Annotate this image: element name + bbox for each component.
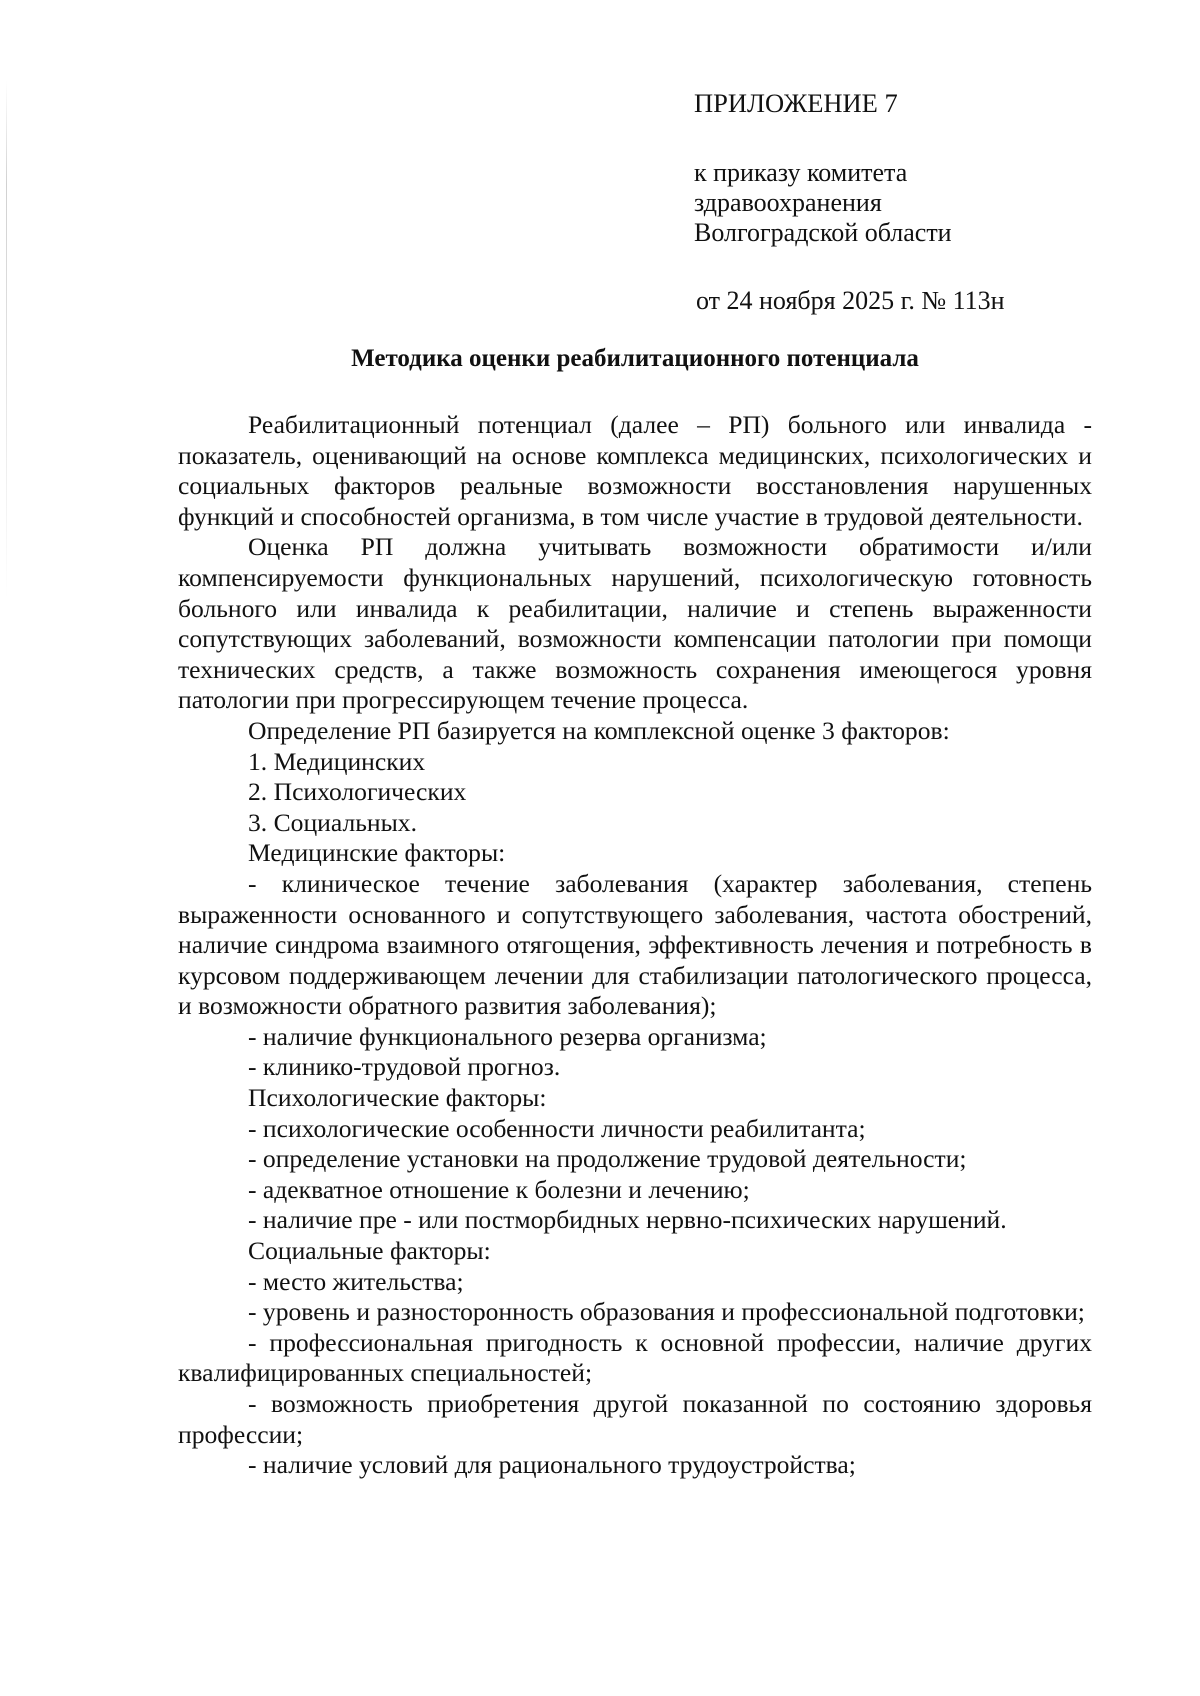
body-paragraph: - клинико-трудовой прогноз. [248,1052,561,1082]
body-paragraph: Определение РП базируется на комплексной оценке 3 факторов: [248,715,950,745]
body-paragraph: Оценка РП должна учитывать возможности обратимости и/или компенсируемости функциональных нарушений, психологическую готовность больного или инвалида к реабилитации, наличие и степень выраженности сопутствующих заболеваний, возможности компенсации патологии при помощи технических средств, а также возможность сохранения имеющегося уровня патологии при прогрессирующем течение процесса. [178,532,1092,715]
body-paragraph: - возможность приобретения другой показанной по состоянию здоровья профессии; [178,1389,1092,1449]
body-paragraph: Медицинские факторы: [248,838,506,868]
body-paragraph: - наличие функционального резерва организма; [248,1021,767,1051]
order-reference-line-3: Волгоградской области [694,218,952,247]
body-paragraph: - наличие пре - или постморбидных нервно-психических нарушений. [248,1205,1007,1235]
body-paragraph: - наличие условий для рационального трудоустройства; [248,1450,856,1480]
body-paragraph: Социальные факторы: [248,1236,491,1266]
body-paragraph: 1. Медицинских [248,746,426,776]
body-paragraph: Реабилитационный потенциал (далее – РП) больного или инвалида - показатель, оценивающий на основе комплекса медицинских, психологических и социальных факторов реальные возможности восстановления нарушенных функций и способностей организма, в том числе участие в трудовой деятельности. [178,410,1092,531]
document-title: Методика оценки реабилитационного потенциала [351,345,919,372]
annex-header [694,88,1114,316]
order-date: от 24 ноября 2025 г. № 113н [696,286,1005,315]
document-body [178,410,1092,1481]
body-paragraph: - профессиональная пригодность к основной профессии, наличие других квалифицированных специальностей; [178,1327,1092,1388]
body-paragraph: - адекватное отношение к болезни и лечению; [248,1174,750,1204]
body-paragraph: - определение установки на продолжение трудовой деятельности; [248,1144,967,1174]
body-paragraph: 3. Социальных. [248,807,417,837]
body-paragraph: Психологические факторы: [248,1083,547,1113]
scan-edge-mark [6,80,7,600]
body-paragraph: - клиническое течение заболевания (характер заболевания, степень выраженности основанного и сопутствующего заболевания, частота обострений, наличие синдрома взаимного отягощения, эффективность лечения и потребность в курсовом поддерживающем лечении для стабилизации патологического процесса, и возможности обратного развития заболевания); [178,868,1092,1021]
order-reference-line-2: здравоохранения [694,188,882,217]
order-reference-line-1: к приказу комитета [694,158,908,187]
body-paragraph: - психологические особенности личности реабилитанта; [248,1113,866,1143]
body-paragraph: - уровень и разносторонность образования и профессиональной подготовки; [248,1297,1085,1327]
body-paragraph: 2. Психологических [248,777,467,807]
body-paragraph: - место жительства; [248,1266,464,1296]
annex-number: ПРИЛОЖЕНИЕ 7 [694,88,898,118]
